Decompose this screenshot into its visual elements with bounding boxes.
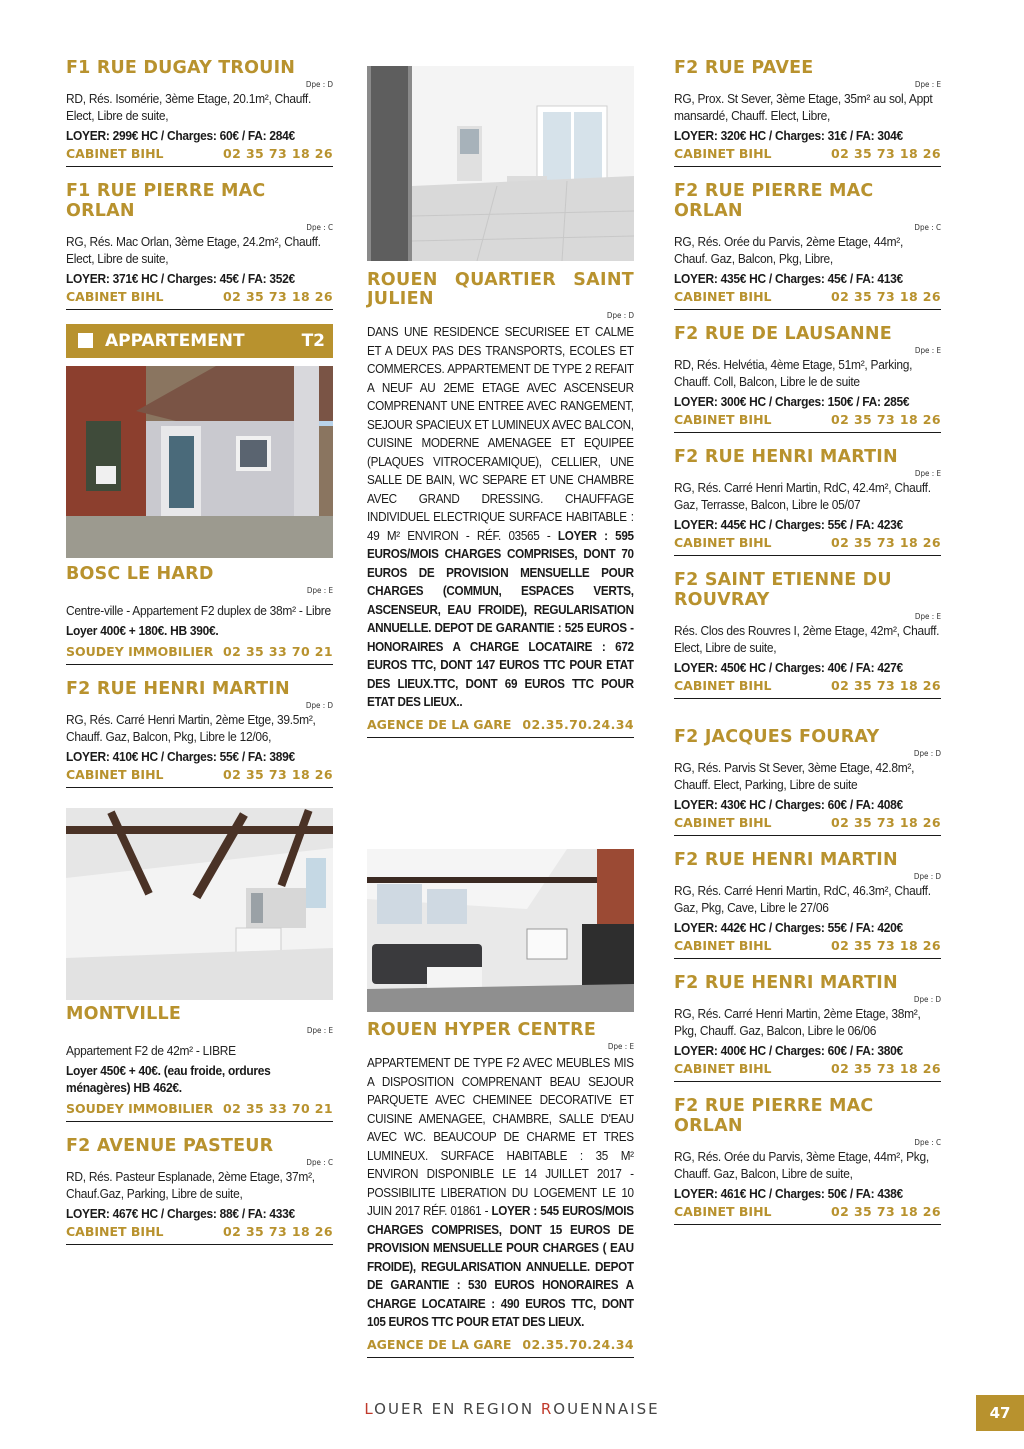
listing: [674, 1096, 941, 1225]
agency-name: CABINET BIHL: [66, 146, 164, 161]
property-photo-house: [66, 366, 333, 558]
agency-name: CABINET BIHL: [674, 535, 772, 550]
column-right: [674, 58, 941, 1239]
listing-rent: LOYER: 445€ HC / Charges: 55€ / FA: 423€: [674, 517, 903, 532]
listing-title: F2 RUE HENRI MARTIN: [674, 447, 898, 467]
agency-phone: 02 35 73 18 26: [831, 938, 941, 953]
agency-phone: 02 35 73 18 26: [831, 1204, 941, 1219]
agency-phone: 02 35 73 18 26: [223, 289, 333, 304]
agency-phone: 02 35 73 18 26: [223, 767, 333, 782]
listing-title: F2 RUE PIERRE MAC ORLAN: [674, 1096, 874, 1136]
agency-phone: 02 35 33 70 21: [223, 1101, 333, 1116]
agency-row: [66, 766, 333, 784]
listing: [674, 58, 941, 167]
listing-rent: LOYER: 461€ HC / Charges: 50€ / FA: 438€: [674, 1186, 903, 1201]
listing-title: BOSC LE HARD: [66, 564, 214, 584]
listing: [66, 58, 333, 167]
agency-phone: 02.35.70.24.34: [522, 716, 634, 732]
listing-text: DANS UNE RESIDENCE SECURISEE ET CALME ET A DEUX PAS DES TRANSPORTS, ECOLES ET COMMERCES. APPARTEMENT DE TYPE 2 REFAIT A NEUF AU 2EME ETAGE AVEC ASCENSEUR COMPRENANT UNE ENTREE AVEC RANGEMENT, SEJOUR SPACIEUX ET LUMINEUX AVEC BALCON, CUISINE MODERNE AMENAGEE ET EQUIPEE (PLAQUES VITROCERAMIQUE), CELLIER, UNE SALLE DE BAIN, WC SEPARE ET UNE CHAMBRE AVEC GRAND DRESSING. CHAUFFAGE INDIVIDUEL ELECTRIQUE SURFACE HABITABLE : 49 M² ENVIRON - RÉF. 03565 -: [367, 324, 634, 543]
listing-title: F2 SAINT ETIENNE DU ROUVRAY: [674, 570, 892, 610]
dpe-rating: Dpe : E: [914, 346, 941, 355]
listing: [674, 727, 941, 836]
agency-phone: 02 35 73 18 26: [831, 1061, 941, 1076]
dpe-rating: Dpe : C: [914, 1138, 941, 1147]
listing-description: RG, Prox. St Sever, 3ème Etage, 35m² au sol, Appt mansardé, Chauff. Elect, Libre,: [674, 91, 933, 123]
listing-description: RG, Rés. Carré Henri Martin, RdC, 46.3m², Chauff. Gaz, Pkg, Cave, Libre le 27/06: [674, 883, 931, 915]
agency-row: [674, 288, 941, 306]
listing-rent: LOYER: 410€ HC / Charges: 55€ / FA: 389€: [66, 749, 295, 764]
dpe-rating: Dpe : D: [913, 872, 941, 881]
agency-name: CABINET BIHL: [674, 412, 772, 427]
listing: [367, 1021, 634, 1358]
agency-name: CABINET BIHL: [66, 289, 164, 304]
agency-phone: 02 35 73 18 26: [223, 146, 333, 161]
listing: [674, 973, 941, 1082]
listing-title: MONTVILLE: [66, 1004, 181, 1024]
listing-description: RG, Rés. Carré Henri Martin, 2ème Etge, 39.5m², Chauff. Gaz, Balcon, Pkg, Libre le 12/06,: [66, 712, 316, 744]
listing-rent-terms: LOYER : 595 EUROS/MOIS CHARGES COMPRISES, DONT 70 EUROS DE PROVISION MENSUELLE POUR CHARGES (COMMUN, ESPACES VERTS, ASCENSEUR, EAU FROIDE), REGULARISATION ANNUELLE. DEPOT DE GARANTIE : 525 EUROS - HONORAIRES A CHARGE LOCATAIRE : 672 EUROS TTC, DONT 147 EUROS TTC POUR ETAT DES LIEUX.TTC, DONT 69 EUROS TTC POUR ETAT DES LIEUX..: [367, 527, 634, 709]
listing-rent: LOYER: 371€ HC / Charges: 45€ / FA: 352€: [66, 271, 295, 286]
agency-phone: 02 35 73 18 26: [831, 678, 941, 693]
dpe-rating: Dpe : E: [306, 1026, 333, 1035]
agency-row: [66, 145, 333, 163]
page-number: 47: [976, 1395, 1024, 1431]
listing-title: F2 RUE PIERRE MAC ORLAN: [674, 181, 874, 221]
listing-rent: LOYER: 299€ HC / Charges: 60€ / FA: 284€: [66, 128, 295, 143]
agency-phone: 02 35 73 18 26: [223, 1224, 333, 1239]
agency-row: [674, 1060, 941, 1078]
listing-title: F2 RUE HENRI MARTIN: [674, 973, 898, 993]
dpe-rating: Dpe : D: [913, 749, 941, 758]
agency-row: [674, 677, 941, 695]
agency-row: [674, 145, 941, 163]
listing-rent: LOYER: 467€ HC / Charges: 88€ / FA: 433€: [66, 1206, 295, 1221]
listing-description: RD, Rés. Isomérie, 3ème Etage, 20.1m², Chauff. Elect, Libre de suite,: [66, 91, 312, 123]
listing-description: Centre-ville - Appartement F2 duplex de 38m² - Libre: [66, 603, 331, 618]
column-left: [66, 58, 333, 1259]
dpe-rating: Dpe : E: [306, 586, 333, 595]
agency-phone: 02 35 73 18 26: [831, 289, 941, 304]
agency-name: CABINET BIHL: [674, 289, 772, 304]
listing-rent: LOYER: 450€ HC / Charges: 40€ / FA: 427€: [674, 660, 903, 675]
listing-description: RD, Rés. Helvétia, 4ème Etage, 51m², Parking, Chauff. Coll, Balcon, Libre le de suite: [674, 357, 913, 389]
listing-rent: LOYER: 430€ HC / Charges: 60€ / FA: 408€: [674, 797, 903, 812]
listing-description: RG, Rés. Mac Orlan, 3ème Etage, 24.2m², Chauff. Elect, Libre de suite,: [66, 234, 321, 266]
listing-rent: LOYER: 300€ HC / Charges: 150€ / FA: 285€: [674, 394, 910, 409]
listing: [66, 679, 333, 788]
listing-title: F1 RUE DUGAY TROUIN: [66, 58, 296, 78]
agency-phone: 02 35 73 18 26: [831, 412, 941, 427]
agency-name: CABINET BIHL: [66, 767, 164, 782]
listing: [367, 271, 634, 738]
property-photo-loft: [66, 808, 333, 1000]
listing: [66, 181, 333, 310]
listing-description: RG, Rés. Carré Henri Martin, 2ème Etage, 38m², Pkg, Chauff. Gaz, Balcon, Libre le 06/06: [674, 1006, 921, 1038]
listing-description: RG, Rés. Orée du Parvis, 2ème Etage, 44m², Chauf. Gaz, Balcon, Pkg, Libre,: [674, 234, 904, 266]
listing-description: Appartement F2 de 42m² - LIBRE: [66, 1043, 236, 1058]
listing: [674, 570, 941, 699]
dpe-rating: Dpe : C: [914, 223, 941, 232]
listing-title: ROUEN QUARTIER SAINT JULIEN: [367, 270, 634, 309]
listing-rent: Loyer 450€ + 40€. (eau froide, ordures ménagères) HB 462€.: [66, 1063, 271, 1095]
listing-description: [367, 1054, 634, 1332]
listing-description: RD, Rés. Pasteur Esplanade, 2ème Etage, 37m², Chauf.Gaz, Parking, Libre de suite,: [66, 1169, 315, 1201]
listing-description: [367, 323, 634, 712]
agency-name: CABINET BIHL: [674, 1061, 772, 1076]
agency-phone: 02.35.70.24.34: [522, 1336, 634, 1352]
banner-type: T2: [301, 331, 325, 351]
agency-name: CABINET BIHL: [674, 815, 772, 830]
listing-title: ROUEN HYPER CENTRE: [367, 1020, 597, 1040]
agency-name: AGENCE DE LA GARE: [367, 1336, 512, 1352]
dpe-rating: Dpe : E: [607, 1042, 634, 1051]
listing-title: F2 RUE DE LAUSANNE: [674, 324, 892, 344]
agency-name: CABINET BIHL: [66, 1224, 164, 1239]
agency-row: [674, 937, 941, 955]
agency-row: [66, 1223, 333, 1241]
agency-name: CABINET BIHL: [674, 146, 772, 161]
listing: [66, 1136, 333, 1245]
dpe-rating: Dpe : C: [306, 223, 333, 232]
dpe-rating: Dpe : D: [305, 701, 333, 710]
property-photo-furnished-room: [367, 849, 634, 1012]
agency-name: SOUDEY IMMOBILIER: [66, 644, 214, 659]
agency-row: [66, 643, 333, 661]
agency-phone: 02 35 73 18 26: [831, 535, 941, 550]
listing-title: F2 AVENUE PASTEUR: [66, 1136, 274, 1156]
listing: [674, 850, 941, 959]
dpe-rating: Dpe : E: [914, 612, 941, 621]
agency-name: SOUDEY IMMOBILIER: [66, 1101, 214, 1116]
agency-name: CABINET BIHL: [674, 1204, 772, 1219]
listing-description: RG, Rés. Parvis St Sever, 3ème Etage, 42.8m², Chauff. Elect, Parking, Libre de suite: [674, 760, 915, 792]
listing: [674, 324, 941, 433]
column-middle: [367, 66, 634, 1352]
listing-title: F2 RUE PAVEE: [674, 58, 814, 78]
listing: [66, 1004, 333, 1122]
listing-description: RG, Rés. Carré Henri Martin, RdC, 42.4m², Chauff. Gaz, Terrasse, Balcon, Libre le 05/07: [674, 480, 931, 512]
agency-name: CABINET BIHL: [674, 678, 772, 693]
agency-name: CABINET BIHL: [674, 938, 772, 953]
dpe-rating: Dpe : E: [914, 80, 941, 89]
listing-description: RG, Rés. Orée du Parvis, 3ème Etage, 44m², Pkg, Chauff. Gaz, Balcon, Libre de suite,: [674, 1149, 929, 1181]
agency-phone: 02 35 73 18 26: [831, 815, 941, 830]
dpe-rating: Dpe : D: [606, 311, 634, 320]
agency-phone: 02 35 73 18 26: [831, 146, 941, 161]
listing-rent: LOYER: 435€ HC / Charges: 45€ / FA: 413€: [674, 271, 903, 286]
agency-row: [367, 1336, 634, 1358]
listing-rent-terms: LOYER : 545 EUROS/MOIS CHARGES COMPRISES, DONT 15 EUROS DE PROVISION MENSUELLE POUR CHARGES ( EAU FROIDE), REGULARISATION ANNUELLE. DEPOT DE GARANTIE : 530 EUROS HONORAIRES A CHARGE LOCATAIRE : 490 EUROS TTC, DONT 105 EUROS TTC POUR ETAT DES LIEUX.: [367, 1203, 634, 1329]
page-footer: [0, 1400, 1024, 1418]
listing-rent: LOYER: 400€ HC / Charges: 60€ / FA: 380€: [674, 1043, 903, 1058]
listing-description: Rés. Clos des Rouvres I, 2ème Etage, 42m², Chauff. Elect, Libre de suite,: [674, 623, 940, 655]
agency-row: [674, 1203, 941, 1221]
agency-row: [367, 716, 634, 738]
listing-title: F2 RUE HENRI MARTIN: [66, 679, 290, 699]
listing-rent: LOYER: 442€ HC / Charges: 55€ / FA: 420€: [674, 920, 903, 935]
section-banner: [66, 324, 333, 358]
footer-title: LOUER EN REGION ROUENNAISE: [364, 1400, 660, 1418]
listing: [674, 447, 941, 556]
listing: [674, 181, 941, 310]
agency-row: [66, 1100, 333, 1118]
square-icon: [78, 333, 93, 348]
dpe-rating: Dpe : D: [305, 80, 333, 89]
dpe-rating: Dpe : D: [913, 995, 941, 1004]
listing-rent: Loyer 400€ + 180€. HB 390€.: [66, 623, 219, 638]
agency-row: [66, 288, 333, 306]
banner-label: APPARTEMENT: [105, 331, 245, 351]
listing-title: F2 JACQUES FOURAY: [674, 727, 880, 747]
listing-rent: LOYER: 320€ HC / Charges: 31€ / FA: 304€: [674, 128, 903, 143]
listing-text: APPARTEMENT DE TYPE F2 AVEC MEUBLES MIS A DISPOSITION COMPRENANT BEAU SEJOUR PARQUETE AVEC CHEMINEE DECORATIVE ET CUISINE AMENAGEE, CHAMBRE, SALLE D'EAU AVEC WC. BEAUCOUP DE CHARME ET TRES LUMINEUX. SURFACE HABITABLE : 35 M² ENVIRON DISPONIBLE LE 14 JUILLET 2017 - POSSIBILITE LIBERATION DU LOGEMENT LE 10 JUIN 2017 RÉF. 01861 -: [367, 1055, 634, 1218]
agency-phone: 02 35 33 70 21: [223, 644, 333, 659]
listing: [66, 564, 333, 665]
agency-row: [674, 814, 941, 832]
agency-name: AGENCE DE LA GARE: [367, 716, 512, 732]
dpe-rating: Dpe : E: [914, 469, 941, 478]
agency-row: [674, 534, 941, 552]
agency-row: [674, 411, 941, 429]
listing-title: F2 RUE HENRI MARTIN: [674, 850, 898, 870]
property-photo-living-room: [367, 66, 634, 261]
listing-title: F1 RUE PIERRE MAC ORLAN: [66, 181, 266, 221]
dpe-rating: Dpe : C: [306, 1158, 333, 1167]
